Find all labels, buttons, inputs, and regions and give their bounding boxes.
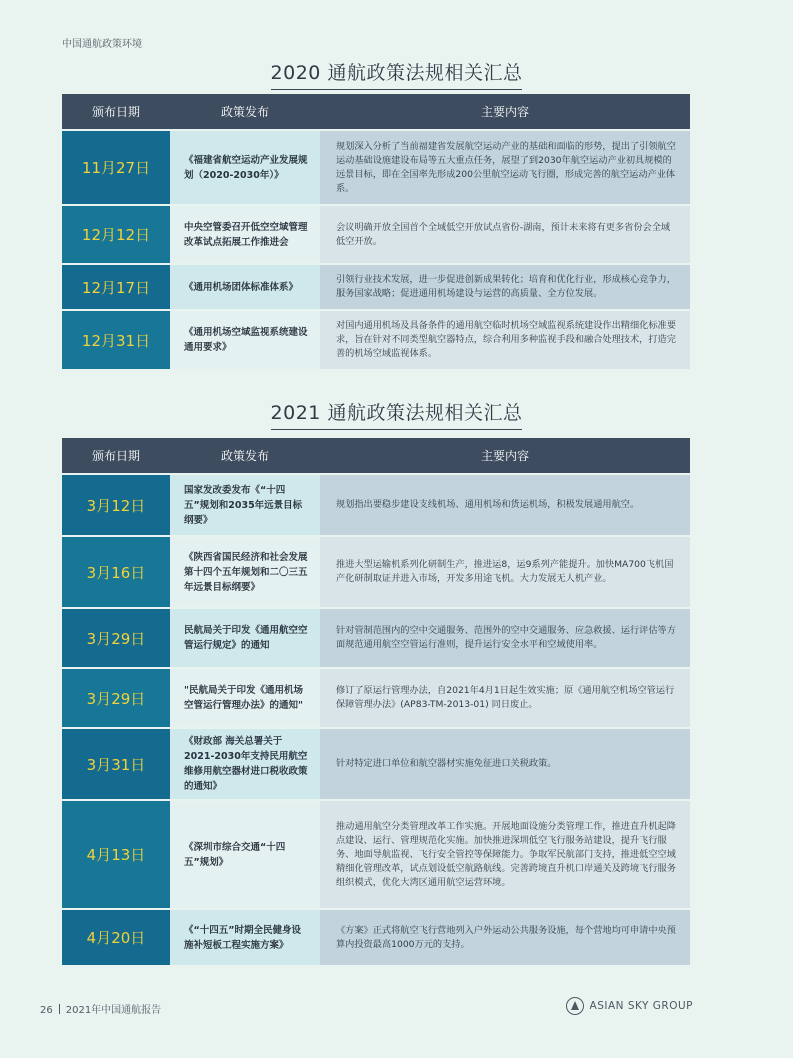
table-row [62, 473, 690, 535]
row-date: 3月29日 [62, 609, 170, 667]
row-content: 修订了原运行管理办法，自2021年4月1日起生效实施；原《通用航空机场空管运行保障管理办法》(AP83-TM-2013-01) 同日废止。 [320, 669, 690, 727]
row-date: 12月17日 [62, 265, 170, 309]
row-date: 3月16日 [62, 537, 170, 607]
table-row [62, 908, 690, 965]
table-2021 [62, 438, 690, 965]
row-policy: 《陕西省国民经济和社会发展第十四个五年规划和二〇三五年远景目标纲要》 [170, 537, 320, 607]
page-number: 26 [40, 1005, 53, 1016]
table-row [62, 799, 690, 908]
header-content: 主要内容 [480, 105, 529, 119]
section-title-2020: 2020 通航政策法规相关汇总 [0, 58, 793, 90]
row-policy: 《通用机场团体标准体系》 [170, 265, 320, 309]
table-row [62, 535, 690, 607]
brand-name: ASIAN SKY GROUP [589, 1000, 693, 1012]
header-policy: 政策发布 [220, 449, 269, 463]
row-policy: 国家发改委发布《“十四五”规划和2035年远景目标纲要》 [170, 475, 320, 535]
table-row [62, 607, 690, 667]
footer-divider [59, 1004, 60, 1014]
header-content: 主要内容 [480, 449, 529, 463]
row-content: 《方案》正式将航空飞行营地列入户外运动公共服务设施，每个营地均可申请中央预算内投资最高1000万元的支持。 [320, 910, 690, 965]
header-date: 颁布日期 [91, 449, 140, 463]
row-policy: 《通用机场空域监视系统建设通用要求》 [170, 311, 320, 369]
table-row [62, 204, 690, 263]
row-content: 规划指出要稳步建设支线机场、通用机场和货运机场，积极发展通用航空。 [320, 475, 690, 535]
row-content: 会议明确开放全国首个全域低空开放试点省份-湖南，预计未来将有更多省份会全域低空开放。 [320, 206, 690, 263]
table-row [62, 263, 690, 309]
row-content: 引领行业技术发展，进一步促进创新成果转化；培育和优化行业，形成核心竞争力，服务国家战略；促进通用机场建设与运营的高质量、全方位发展。 [320, 265, 690, 309]
table-row [62, 727, 690, 799]
row-content: 对国内通用机场及具备条件的通用航空临时机场空域监视系统建设作出精细化标准要求，旨在针对不同类型航空器特点，综合利用多种监视手段和融合处理技术，打造完善的机场空域监视体系。 [320, 311, 690, 369]
row-policy: 《深圳市综合交通“十四五”规划》 [170, 801, 320, 908]
page-footer [40, 1001, 161, 1016]
row-policy: "民航局关于印发《通用机场空管运行管理办法》的通知" [170, 669, 320, 727]
row-content: 推动通用航空分类管理改革工作实施。开展地面设施分类管理工作，推进直升机起降点建设、运行、管理规范化实施。加快推进深圳低空飞行服务站建设，提升飞行服务、地面导航监视、飞行安全管控等保障能力。争取军民航部门支持，推进低空空域精细化管理改革，试点划设低空航路航线。完善跨境直升机口岸通关及跨境飞行服务组织模式，优化大湾区通用航空运营环境。 [320, 801, 690, 908]
row-policy: 民航局关于印发《通用航空空管运行规定》的通知 [170, 609, 320, 667]
row-date: 4月13日 [62, 801, 170, 908]
row-date: 12月31日 [62, 311, 170, 369]
row-content: 推进大型运输机系列化研制生产，推进运8，运9系列产能提升。加快MA700飞机国产化研制取证并进入市场，开发多用途飞机。大力发展无人机产业。 [320, 537, 690, 607]
row-policy: 《“十四五”时期全民健身设施补短板工程实施方案》 [170, 910, 320, 965]
table-row [62, 309, 690, 369]
row-policy: 《财政部 海关总署关于2021-2030年支持民用航空维修用航空器材进口税收政策的通知》 [170, 729, 320, 799]
row-date: 11月27日 [62, 131, 170, 204]
header-date: 颁布日期 [91, 105, 140, 119]
row-content: 针对特定进口单位和航空器材实施免征进口关税政策。 [320, 729, 690, 799]
row-content: 规划深入分析了当前福建省发展航空运动产业的基础和面临的形势，提出了引领航空运动基础设施建设布局等五大重点任务，展望了到2030年航空运动产业初具规模的远景目标，即在全国率先形成200公里航空运动飞行圈，形成完善的航空运动产业体系。 [320, 131, 690, 204]
row-policy: 中央空管委召开低空空域管理改革试点拓展工作推进会 [170, 206, 320, 263]
table-row [62, 129, 690, 204]
row-date: 12月12日 [62, 206, 170, 263]
report-title: 2021年中国通航报告 [65, 1005, 162, 1016]
row-policy: 《福建省航空运动产业发展规划（2020-2030年）》 [170, 131, 320, 204]
brand-logo [566, 997, 693, 1015]
row-content: 针对管制范围内的空中交通服务、范围外的空中交通服务、应急救援、运行评估等方面规范通用航空空管运行准则，提升运行安全水平和空域使用率。 [320, 609, 690, 667]
row-date: 3月31日 [62, 729, 170, 799]
section-label: 中国通航政策环境 [62, 39, 142, 50]
row-date: 4月20日 [62, 910, 170, 965]
table-2020 [62, 94, 690, 369]
header-policy: 政策发布 [220, 105, 269, 119]
asian-sky-logo-icon [566, 997, 584, 1015]
section-title-2021: 2021 通航政策法规相关汇总 [0, 398, 793, 430]
row-date: 3月29日 [62, 669, 170, 727]
table-row [62, 667, 690, 727]
row-date: 3月12日 [62, 475, 170, 535]
table-header [62, 94, 690, 129]
table-header [62, 438, 690, 473]
